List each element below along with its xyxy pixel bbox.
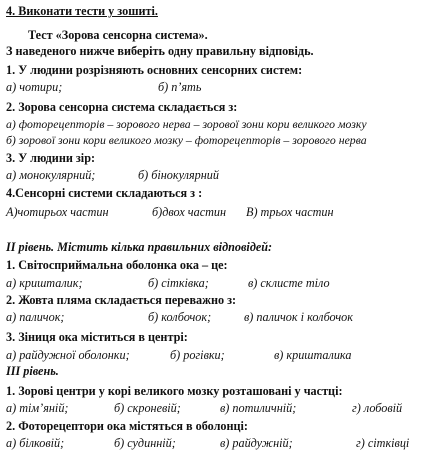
- option-a: а) чотири;: [6, 80, 63, 94]
- options-1-3: [6, 168, 426, 183]
- option-d: г) сітківці: [356, 436, 410, 450]
- option-b: б) сітківка;: [148, 276, 209, 290]
- option-b: б)двох частин: [152, 205, 227, 219]
- option-a: а) білковій;: [6, 436, 65, 450]
- question-2-2: 2. Жовта пляма складається переважно з:: [6, 293, 237, 307]
- option-b: б) бінокулярний: [138, 168, 219, 182]
- options-3-1: [6, 401, 434, 416]
- option-a-long: а) фоторецепторів – зорового нерва – зорової зони кори великого мозку: [6, 117, 367, 131]
- question-2-1: 1. Світосприймальна оболонка ока – це:: [6, 258, 228, 272]
- option-a: а) монокулярний;: [6, 168, 96, 182]
- task-header: 4. Виконати тести у зошиті.: [6, 4, 158, 18]
- test-title: Тест «Зорова сенсорна система».: [28, 28, 208, 42]
- option-d: г) лобовій: [352, 401, 403, 415]
- options-2-2: [6, 310, 426, 325]
- option-a: а) кришталик;: [6, 276, 83, 290]
- option-a: а) паличок;: [6, 310, 65, 324]
- question-3-2: 2. Фоторецептори ока містяться в оболонці:: [6, 419, 248, 433]
- option-a: а) райдужної оболонки;: [6, 348, 130, 362]
- option-b: б) п’ять: [158, 80, 202, 94]
- option-c: в) паличок і колбочок: [244, 310, 353, 324]
- question-3-1: 1. Зорові центри у корі великого мозку розташовані у частці:: [6, 384, 343, 398]
- option-c: в) склисте тіло: [248, 276, 330, 290]
- option-a: а) тім’яній;: [6, 401, 69, 415]
- question-2-3: 3. Зіниця ока міститься в центрі:: [6, 330, 188, 344]
- option-c: В) трьох частин: [246, 205, 334, 219]
- question-1-2: 2. Зорова сенсорна система складається з:: [6, 100, 238, 114]
- option-b: б) судинній;: [114, 436, 176, 450]
- option-c: в) райдужній;: [220, 436, 293, 450]
- option-a: А)чотирьох частин: [6, 205, 109, 219]
- instruction: З наведеного нижче виберіть одну правильну відповідь.: [6, 44, 314, 58]
- level-3-heading: ІІІ рівень.: [6, 364, 59, 378]
- level-2-heading: ІІ рівень. Містить кілька правильних відповідей:: [6, 240, 273, 254]
- question-1-1: 1. У людини розрізняють основних сенсорних систем:: [6, 63, 303, 77]
- option-c: в) потиличній;: [220, 401, 297, 415]
- option-c: в) кришталика: [274, 348, 352, 362]
- options-1-1: [6, 80, 426, 95]
- option-b: б) скроневій;: [114, 401, 181, 415]
- option-b: б) рогівки;: [170, 348, 225, 362]
- options-2-1: [6, 276, 426, 291]
- options-3-2: [6, 436, 434, 451]
- options-2-3: [6, 348, 426, 363]
- option-b: б) колбочок;: [148, 310, 212, 324]
- question-1-3: 3. У людини зір:: [6, 151, 96, 165]
- option-b-long: б) зорової зони кори великого мозку – фоторецепторів – зорового нерва: [6, 133, 367, 147]
- options-1-4: [6, 205, 426, 220]
- question-1-4: 4.Сенсорні системи складаються з :: [6, 186, 203, 200]
